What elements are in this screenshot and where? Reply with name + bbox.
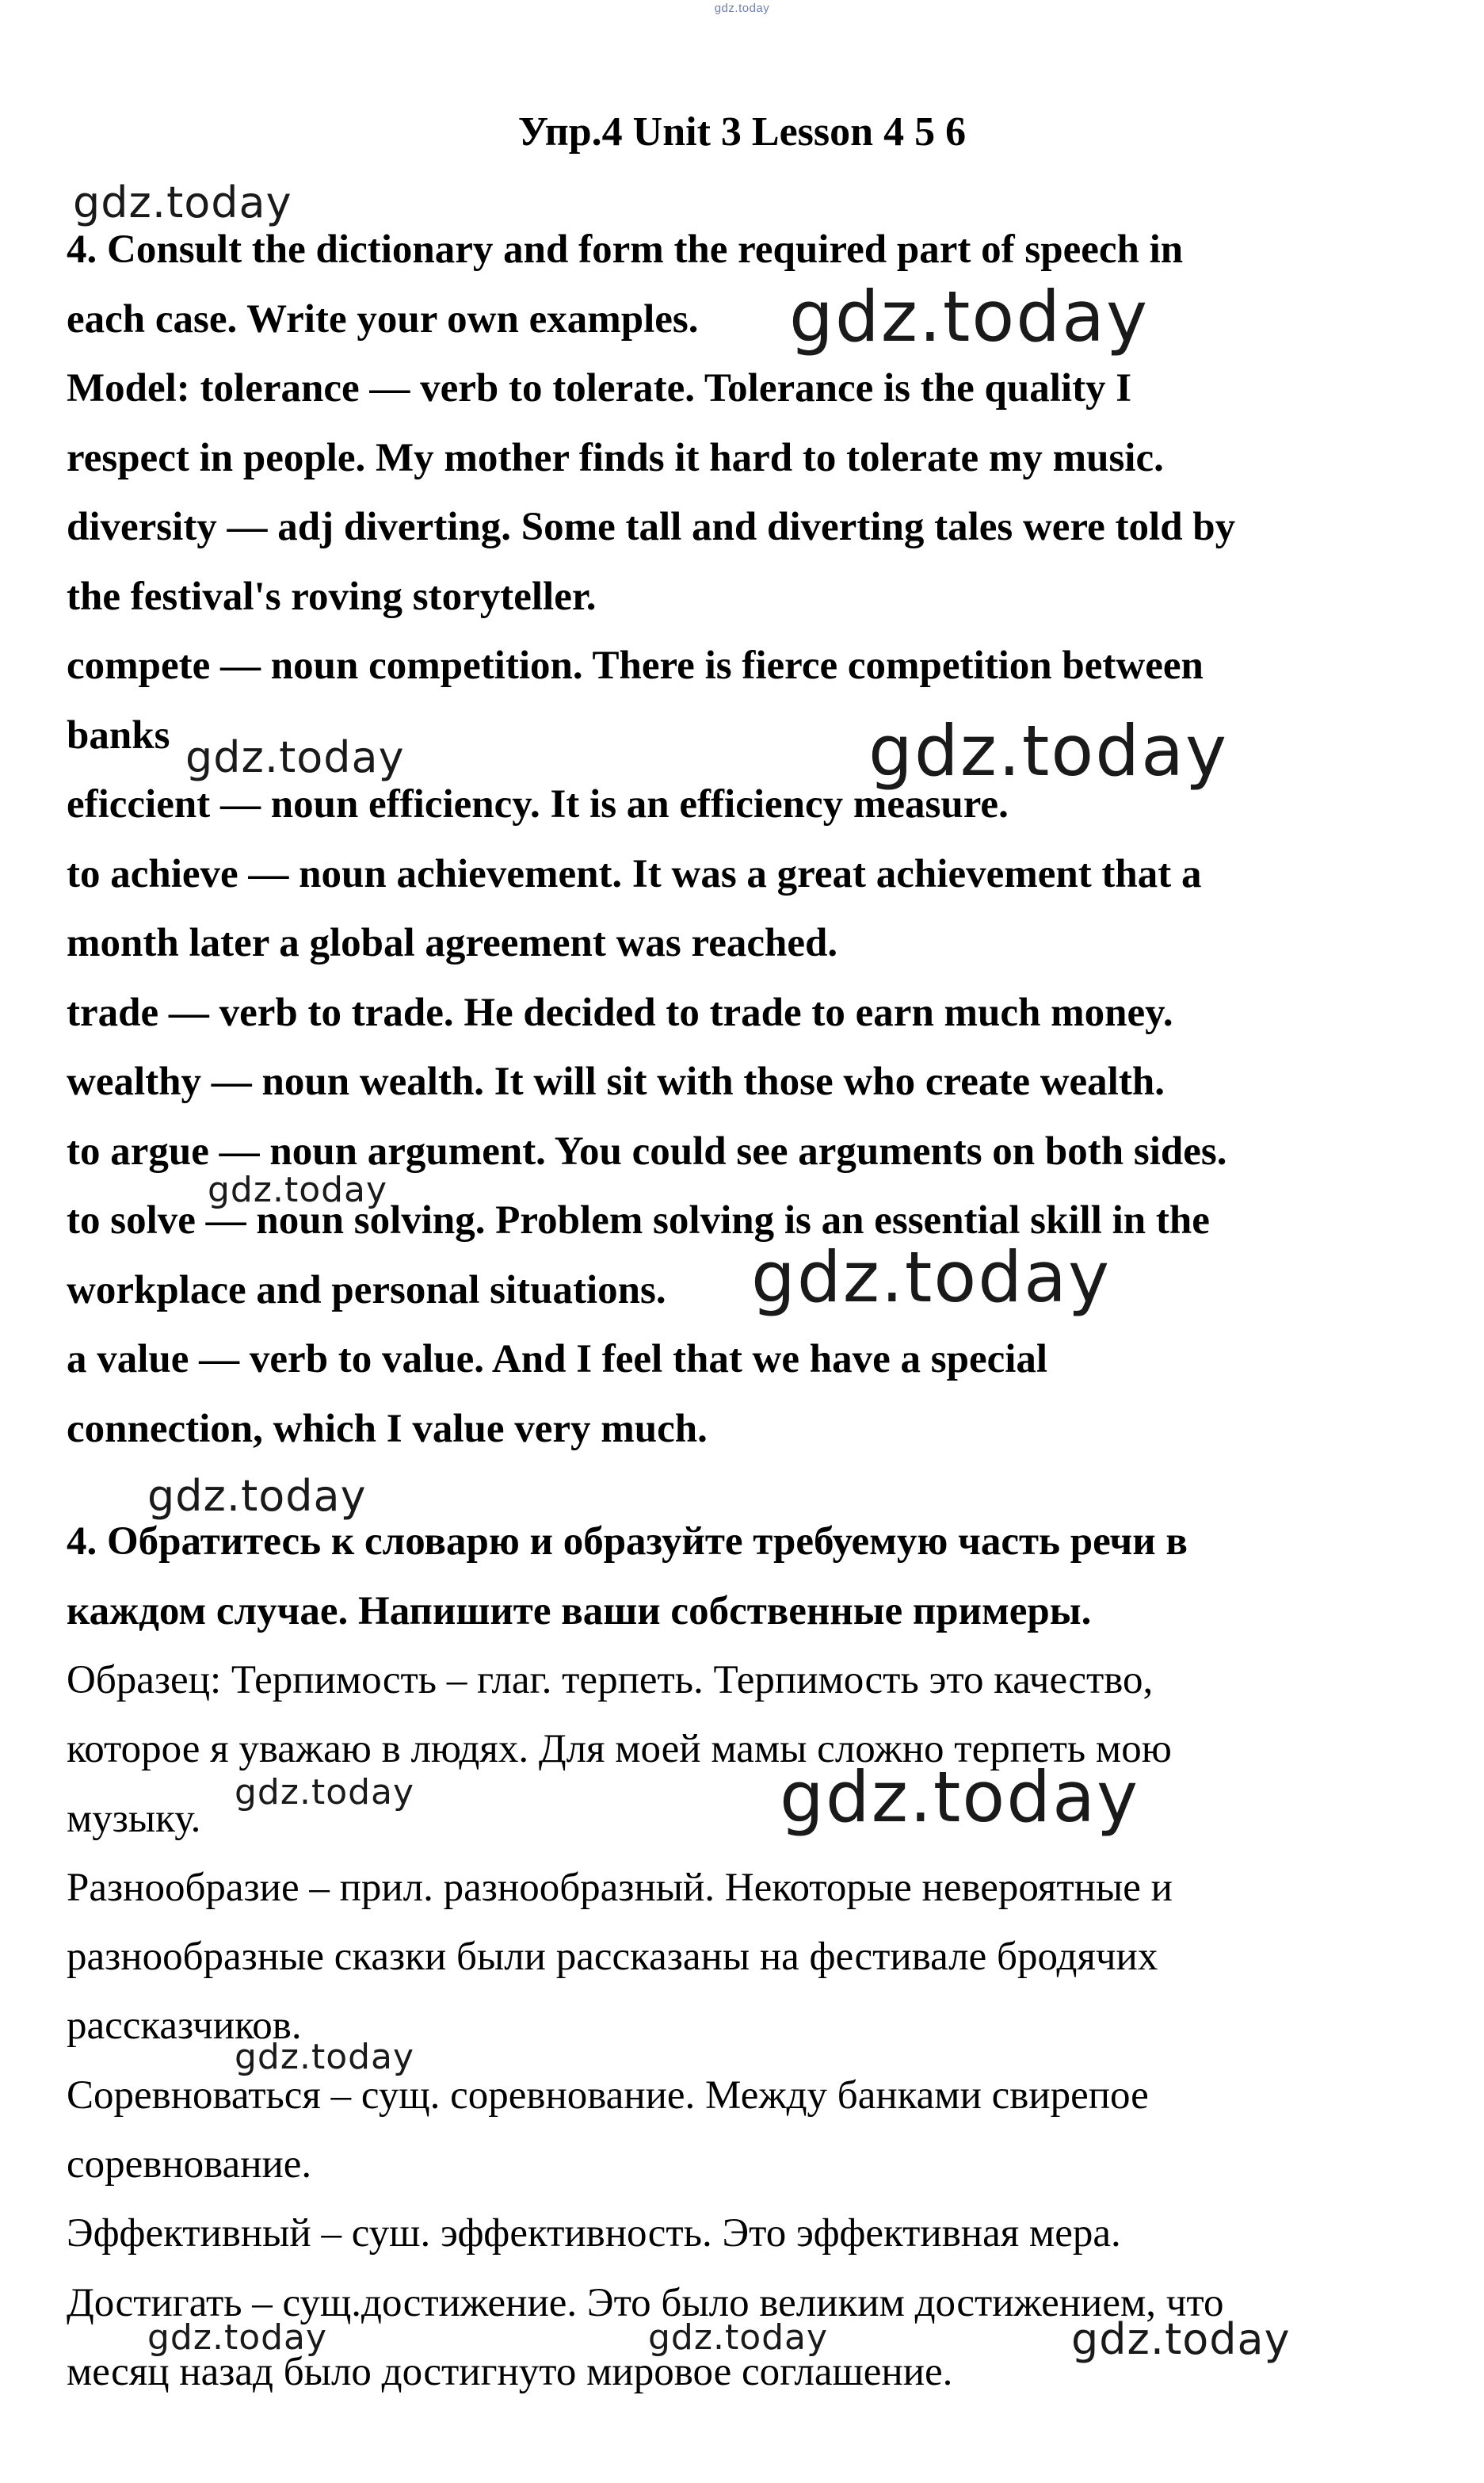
russian-line: Соревноваться – сущ. соревнование. Между банками свирепое: [67, 2072, 1149, 2118]
english-line: month later a global agreement was reached.: [67, 921, 838, 965]
russian-line: рассказчиков.: [67, 2004, 302, 2049]
russian-heading: [67, 1507, 1421, 1646]
english-line: trade — verb to trade. He decided to trade to earn much money.: [67, 990, 1173, 1035]
english-line: respect in people. My mother finds it hard to tolerate my music.: [67, 435, 1164, 480]
russian-heading-line: 4. Обратитесь к словарю и образуйте требуемую часть речи в: [67, 1519, 1188, 1564]
watermark: gdz.today: [147, 2317, 328, 2358]
russian-line: Достигать – сущ.достижение. Это было великим достижением, что: [67, 2280, 1224, 2325]
english-line: to argue — noun argument. You could see arguments on both sides.: [67, 1129, 1227, 1174]
watermark: gdz.today: [235, 2037, 415, 2077]
watermark: gdz.today: [73, 178, 292, 227]
watermark: gdz.today: [780, 1756, 1140, 1838]
russian-line: соревнование.: [67, 2142, 312, 2187]
watermark: gdz.today: [751, 1236, 1112, 1318]
english-line: the festival's roving storyteller.: [67, 574, 597, 619]
english-line: to achieve — noun achievement. It was a great achievement that a: [67, 851, 1202, 896]
watermark: gdz.today: [1071, 2314, 1291, 2364]
russian-line: Образец: Терпимость – глаг. терпеть. Терпимость это качество,: [67, 1658, 1154, 1702]
watermark: gdz.today: [235, 1772, 415, 1813]
english-line: a value — verb to value. And I feel that we have a special: [67, 1337, 1048, 1381]
watermark: gdz.today: [208, 1170, 388, 1210]
top-source-mark: gdz.today: [714, 2, 770, 15]
russian-line: которое я уважаю в людях. Для моей мамы сложно терпеть мою: [67, 1727, 1172, 1772]
english-line: compete — noun competition. There is fierce competition between: [67, 644, 1204, 688]
english-line: wealthy — noun wealth. It will sit with those who create wealth.: [67, 1060, 1165, 1104]
watermark: gdz.today: [185, 732, 405, 782]
russian-translation: [67, 1646, 1421, 2407]
english-line: workplace and personal situations.: [67, 1267, 666, 1312]
watermark: gdz.today: [789, 276, 1150, 357]
russian-line: месяц назад было достигнуто мировое соглашение.: [67, 2349, 953, 2394]
english-exercise: [67, 216, 1421, 1464]
russian-line: музыку.: [67, 1796, 201, 1841]
russian-heading-line: каждом случае. Напишите ваши собственные примеры.: [67, 1588, 1092, 1633]
english-line: banks: [67, 712, 170, 758]
english-line: Model: tolerance — verb to tolerate. Tolerance is the quality I: [67, 366, 1132, 411]
russian-line: Разнообразие – прил. разнообразный. Некоторые невероятные и: [67, 1865, 1173, 1910]
english-line: eficcient — noun efficiency. It is an efficiency measure.: [67, 782, 1009, 827]
english-line: to solve — noun solving. Problem solving is an essential skill in the: [67, 1198, 1210, 1243]
watermark: gdz.today: [648, 2317, 829, 2358]
watermark: gdz.today: [868, 710, 1229, 792]
english-line: each case. Write your own examples.: [67, 296, 699, 342]
page-title: Упр.4 Unit 3 Lesson 4 5 6: [517, 109, 967, 155]
russian-line: разнообразные сказки были рассказаны на фестивале бродячих: [67, 1935, 1158, 1980]
watermark: gdz.today: [147, 1471, 367, 1521]
english-line: 4. Consult the dictionary and form the required part of speech in: [67, 227, 1184, 272]
english-line: diversity — adj diverting. Some tall and diverting tales were told by: [67, 505, 1236, 549]
russian-line: Эффективный – суш. эффективность. Это эффективная мера.: [67, 2211, 1121, 2256]
english-line: connection, which I value very much.: [67, 1406, 708, 1451]
